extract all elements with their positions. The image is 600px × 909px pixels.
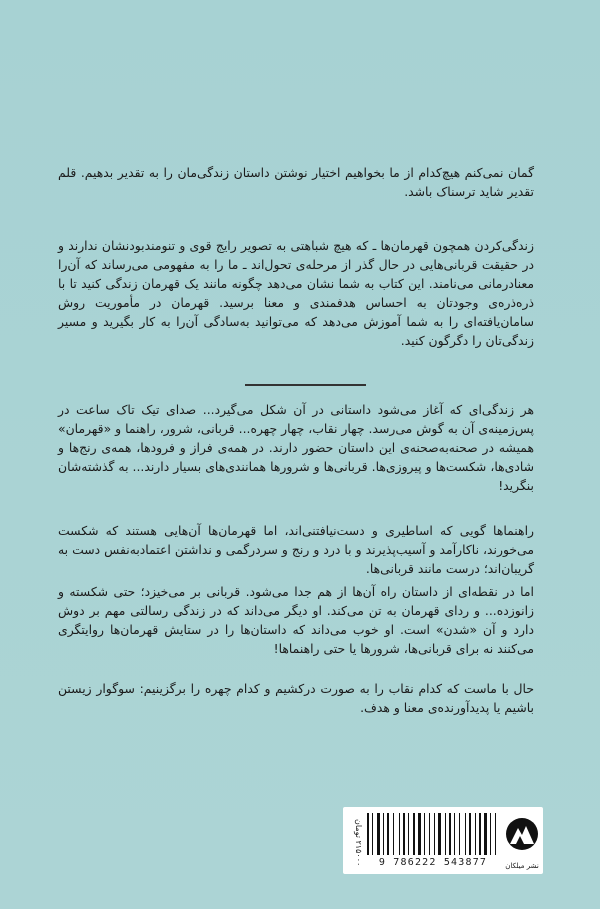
barcode-bar	[479, 813, 481, 855]
closing-paragraph	[58, 679, 534, 720]
barcode-bar	[454, 813, 455, 855]
isbn-number: 9 786222 543877	[378, 857, 488, 868]
barcode-bar	[445, 813, 446, 855]
barcode-bar	[399, 813, 400, 855]
barcode-bar	[467, 813, 468, 855]
intro-paragraph	[58, 163, 534, 204]
barcode-bar	[459, 813, 460, 855]
barcode-bar	[465, 813, 466, 855]
barcode-bar	[408, 813, 409, 855]
barcode-bar	[418, 813, 421, 855]
barcode-bar	[438, 813, 441, 855]
barcode-bar	[422, 813, 423, 855]
barcode-bar	[372, 813, 373, 855]
barcode-bar	[495, 813, 496, 855]
barcode-bar	[377, 813, 380, 855]
barcode-bar	[426, 813, 428, 855]
barcode-bar	[449, 813, 451, 855]
barcode-bar	[447, 813, 448, 855]
barcode-bar	[469, 813, 471, 855]
paragraph: زندگی‌کردن همچون قهرمان‌ها ـ که هیچ شباهتی به تصویر رایج قوی و تنومندبودنشان ندارند و در حقیقت قربانی‌هایی در حال گذر از مرحله‌ی تحول‌اند ـ ما را به مفهومی می‌رساند که آن‌را معنادرمانی می‌نامند. این کتاب به شما نشان می‌دهد چگونه مانند یک قهرمان زندگی کنید تا با ذره‌ذره‌ی وجودتان به احساس هدفمندی و معنا برسید. قهرمان در مأموریت روش سامان‌یافته‌ای را به شما آموزش می‌دهد که می‌توانید به‌سادگی آن‌را به کار بگیرید و مسیر زندگی‌تان را دگرگون کنید.	[58, 238, 534, 348]
guides-paragraph	[58, 521, 534, 581]
publisher-name: نشر میلکان	[505, 862, 539, 870]
barcode-bar	[387, 813, 389, 855]
barcode-bar	[472, 813, 474, 855]
barcode-bar	[367, 813, 369, 855]
paragraph: هر زندگی‌ای که آغاز می‌شود داستانی در آن شکل می‌گیرد... صدای تیک تاک ساعت در پس‌زمینه‌ی آن به گوش می‌رسد. چهار نقاب، چهار چهره... قربانی، شرور، راهنما و «قهرمان» همیشه در صحنه‌به‌صحنه‌ی این داستان حضور دارند. در همه‌ی فراز و فرودها، همه‌ی رنج‌ها و شادی‌ها، شکست‌ها و پیروزی‌ها. قربانی‌ها و شرورها همانندی‌های بسیار دارند... به گذشته‌شان بنگرید!	[58, 402, 534, 493]
turning-point-paragraph	[58, 582, 534, 661]
barcode-bar	[431, 813, 433, 855]
barcode-bar	[406, 813, 407, 855]
barcode-bar	[393, 813, 394, 855]
barcode-bar	[488, 813, 489, 855]
paragraph: راهنماها گویی که اساطیری و دست‌نیافتنی‌اند، اما قهرمان‌ها آن‌هایی هستند که شکست می‌خورند، ناکارآمد و آسیب‌پذیرند و با درد و رنج و سردرگمی و نداشتن اعتمادبه‌نفس دست به گریبان‌اند؛ درست مانند قربانی‌ها.	[58, 523, 534, 576]
barcode-bar	[477, 813, 478, 855]
mountain-logo-icon	[505, 812, 539, 858]
barcode-bar	[456, 813, 458, 855]
barcode-bar	[385, 813, 386, 855]
barcode-bar	[370, 813, 371, 855]
barcode-bar	[452, 813, 453, 855]
barcode-bar	[401, 813, 402, 855]
divider-line	[245, 384, 366, 386]
barcode-bar	[403, 813, 405, 855]
barcode-bar	[424, 813, 425, 855]
price-label: ۲۱۵۰۰۰ تومان	[354, 819, 363, 867]
publisher-logo	[505, 812, 539, 870]
barcode-bar	[416, 813, 417, 855]
barcode-icon	[367, 813, 499, 855]
barcode-bar	[482, 813, 483, 855]
barcode-bar	[410, 813, 412, 855]
barcode-bar	[436, 813, 437, 855]
barcode-bar	[484, 813, 487, 855]
barcode-bar	[395, 813, 398, 855]
barcode-bar	[442, 813, 444, 855]
barcode-bar	[374, 813, 376, 855]
barcode-bar	[492, 813, 494, 855]
barcode-panel	[343, 807, 543, 874]
barcode-bar	[429, 813, 430, 855]
barcode-bar	[434, 813, 435, 855]
barcode-bar	[461, 813, 464, 855]
barcode-bar	[383, 813, 384, 855]
story-paragraph	[58, 400, 534, 498]
barcode-bar	[413, 813, 415, 855]
paragraph: اما در نقطه‌ای از داستان راه آن‌ها از هم جدا می‌شود. قربانی بر می‌خیزد؛ حتی شکسته و زانوزده... و ردای قهرمان به تن می‌کند. او دیگر می‌داند که در زندگی رسالتی مهم بر دوش دارد و آن «شدن» است. او خوب می‌داند که داستان‌ها را در ستایش قهرمان‌ها روایتگری می‌کنند نه برای قربانی‌ها، شرورها یا حتی راهنماها!	[58, 584, 534, 656]
barcode-bar	[381, 813, 382, 855]
barcode-bar	[475, 813, 476, 855]
barcode-bar	[490, 813, 491, 855]
paragraph: حال با ماست که کدام نقاب را به صورت درکشیم و کدام چهره را برگزینیم: سوگوار زیستن باشیم یا پدیدآورنده‌ی معنا و هدف.	[58, 681, 534, 715]
barcode-bar	[390, 813, 392, 855]
paragraph: گمان نمی‌کنم هیچ‌کدام از ما بخواهیم اختیار نوشتن داستان زندگی‌مان را به تقدیر بدهیم. قلم تقدیر شاید ترسناک باشد.	[58, 165, 534, 199]
description-paragraph	[58, 236, 534, 353]
